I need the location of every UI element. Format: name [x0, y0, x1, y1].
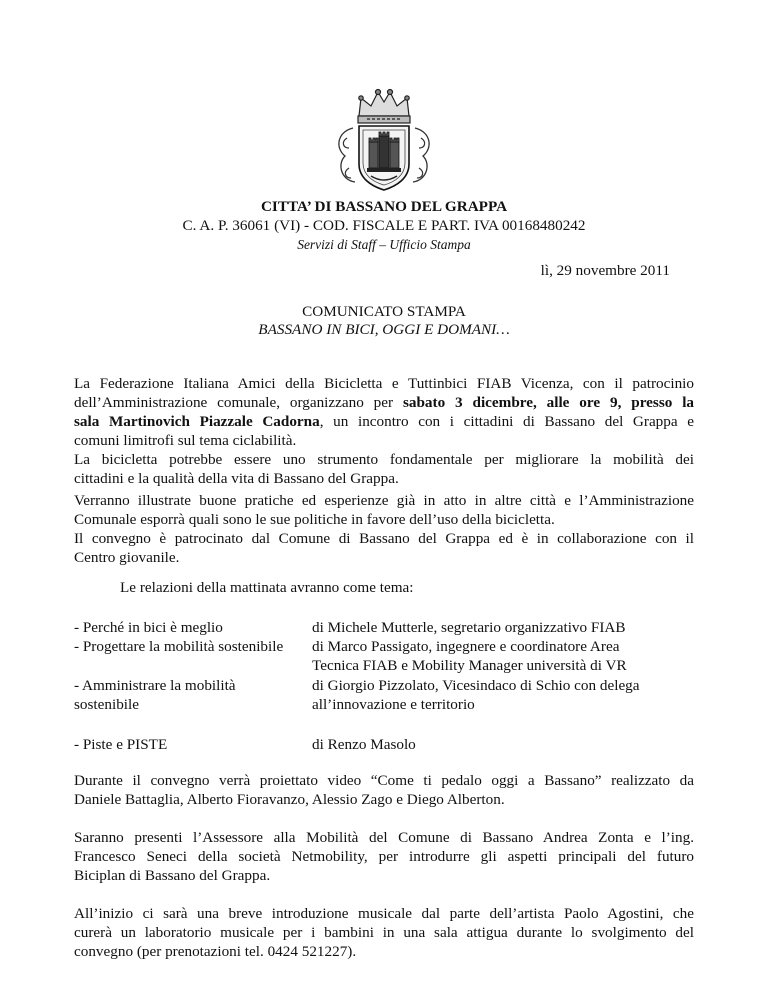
text-line: Biciplan di Bassano del Grappa.: [74, 867, 271, 884]
paragraph-guests: [74, 828, 694, 885]
relazioni-intro: Le relazioni della mattinata avranno come tema:: [120, 579, 414, 596]
topic-item: - Amministrare la mobilità: [74, 677, 236, 694]
text-line: La Federazione Italiana Amici della Bicicletta e Tuttinbici FIAB Vicenza, con il patrocinio: [74, 375, 694, 392]
text-line: Durante il convegno verrà proiettato video “Come ti pedalo oggi a Bassano” realizzato da: [74, 772, 694, 789]
speaker-item-cont: all’innovazione e territorio: [312, 696, 475, 713]
speaker-item: di Giorgio Pizzolato, Vicesindaco di Schio con delega: [312, 677, 640, 694]
text-line: Verranno illustrate buone pratiche ed esperienze già in atto in altre città e l’Amministrazione: [74, 492, 694, 509]
text-line: Comunale esporrà quali sono le sue politiche in favore dell’uso della bicicletta.: [74, 511, 555, 528]
topic-item: - Perché in bici è meglio: [74, 619, 223, 636]
topic-item-cont: sostenibile: [74, 696, 139, 713]
press-release-subtitle: BASSANO IN BICI, OGGI E DOMANI…: [258, 321, 510, 338]
event-venue: sala Martinovich Piazzale Cadorna: [74, 413, 320, 430]
text-line: Il convegno è patrocinato dal Comune di Bassano del Grappa ed è in collaborazione con il: [74, 530, 694, 547]
topic-item: - Progettare la mobilità sostenibile: [74, 638, 284, 655]
text-line: Centro giovanile.: [74, 549, 180, 566]
office-name: Servizi di Staff – Ufficio Stampa: [297, 237, 471, 252]
text-line: Daniele Battaglia, Alberto Fioravanzo, Alessio Zago e Diego Alberton.: [74, 791, 505, 808]
city-title: CITTA’ DI BASSANO DEL GRAPPA: [260, 198, 508, 215]
paragraph-music: [74, 904, 694, 961]
text-line: All’inizio ci sarà una breve introduzione musicale dal parte dell’artista Paolo Agostini, che: [74, 905, 694, 922]
text-line: cittadini e la qualità della vita di Bassano del Grappa.: [74, 470, 399, 487]
text-line: curerà un laboratorio musicale per i bambini in una sala attigua durante lo svolgimento del: [74, 924, 694, 941]
text-line: comuni limitrofi sul tema ciclabilità.: [74, 432, 297, 449]
speaker-item: di Marco Passigato, ingegnere e coordinatore Area: [312, 638, 620, 655]
speaker-item-cont: Tecnica FIAB e Mobility Manager università di VR: [312, 657, 627, 674]
text-line: Saranno presenti l’Assessore alla Mobilità del Comune di Bassano Andrea Zonta e l’ing.: [74, 829, 694, 846]
text-line: sala Martinovich Piazzale Cadorna, un incontro con i cittadini di Bassano del Grappa e: [74, 413, 694, 430]
paragraph-practices: [74, 491, 694, 567]
city-codes: C. A. P. 36061 (VI) - COD. FISCALE E PART. IVA 00168480242: [182, 217, 586, 234]
text-line: dell’Amministrazione comunale, organizzano per sabato 3 dicembre, alle ore 9, presso la: [74, 394, 695, 411]
city-crest-logo: [331, 86, 437, 196]
topic-item: - Piste e PISTE: [74, 736, 168, 753]
text-line: La bicicletta potrebbe essere uno strumento fondamentale per migliorare la mobilità dei: [74, 451, 694, 468]
press-release-label: COMUNICATO STAMPA: [302, 303, 466, 320]
speaker-item: di Renzo Masolo: [312, 736, 416, 753]
speaker-item: di Michele Mutterle, segretario organizzativo FIAB: [312, 619, 626, 636]
release-date: lì, 29 novembre 2011: [540, 262, 670, 279]
text-line: convegno (per prenotazioni tel. 0424 521227).: [74, 943, 357, 960]
paragraph-video: [74, 771, 694, 809]
text-line: Francesco Seneci della società Netmobility, per introdurre gli aspetti principali del futuro: [74, 848, 694, 865]
paragraph-intro: [74, 374, 694, 488]
event-datetime: sabato 3 dicembre, alle ore 9, presso la: [402, 394, 695, 411]
